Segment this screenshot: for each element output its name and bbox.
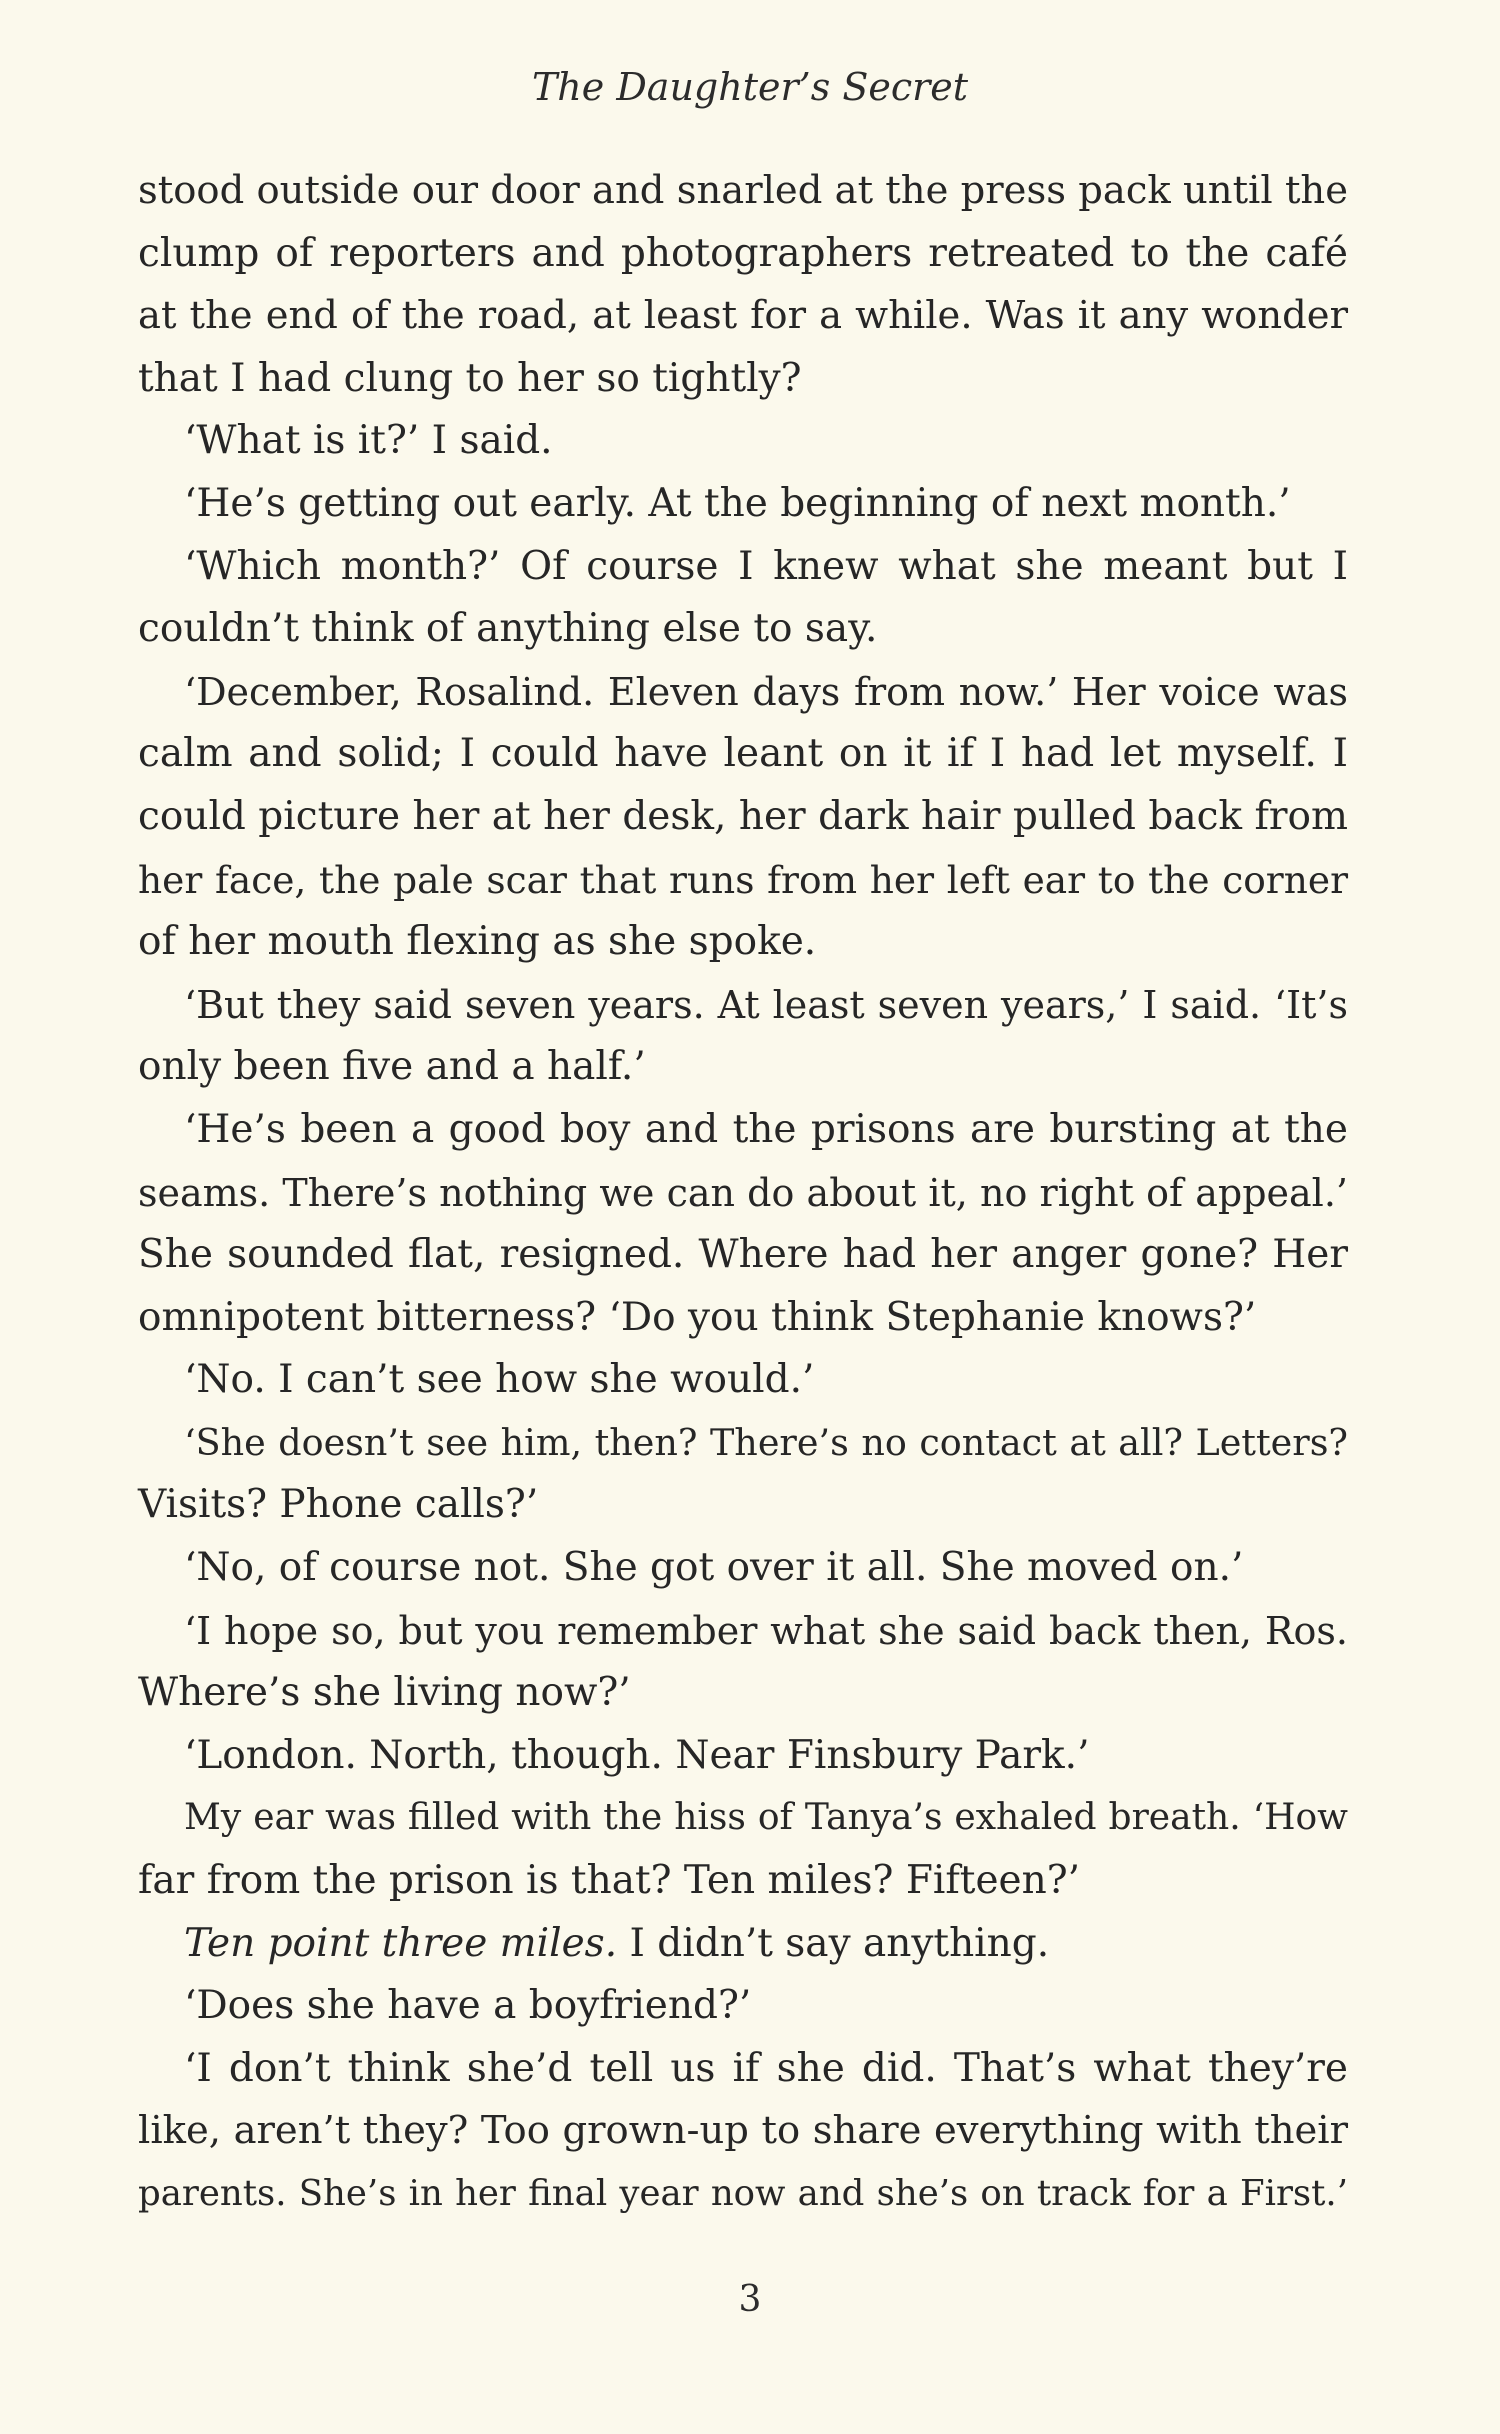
page-number: 3 — [738, 2279, 762, 2320]
text-line: clump of reporters and photographers retreated to the café — [138, 230, 1348, 276]
text-line: ‘But they said seven years. At least seven years,’ I said. ‘It’s — [184, 982, 1348, 1027]
text-line: couldn’t think of anything else to say. — [138, 606, 878, 652]
text-line: ‘No. I can’t see how she would.’ — [184, 1357, 815, 1403]
text-line: Visits? Phone calls?’ — [138, 1482, 539, 1528]
text-line: ‘He’s been a good boy and the prisons are bursting at the — [184, 1106, 1348, 1152]
text-line: ‘She doesn’t see him, then? There’s no contact at all? Letters? — [184, 1420, 1348, 1464]
text-line: ‘December, Rosalind. Eleven days from now.’ Her voice was — [184, 669, 1348, 714]
body-text — [138, 160, 1348, 2226]
text-line: parents. She’s in her final year now and she’s on track for a First.’ — [138, 2173, 1348, 2214]
text-line: She sounded flat, resigned. Where had her anger gone? Her — [138, 1232, 1348, 1278]
text-line — [138, 1913, 1348, 1976]
text-line: ‘He’s getting out early. At the beginning of next month.’ — [184, 480, 1291, 526]
text-line: like, aren’t they? Too grown-up to share everything with their — [138, 2108, 1348, 2154]
text-line: ‘I don’t think she’d tell us if she did. That’s what they’re — [184, 2045, 1348, 2091]
text-line: My ear was filled with the hiss of Tanya’s exhaled breath. ‘How — [184, 1797, 1348, 1839]
text-line: far from the prison is that? Ten miles? Fifteen?’ — [138, 1858, 1081, 1904]
text-line: ‘London. North, though. Near Finsbury Park.’ — [184, 1732, 1090, 1778]
text-line: stood outside our door and snarled at the press pack until the — [138, 168, 1348, 213]
text-line: omnipotent bitterness? ‘Do you think Stephanie knows?’ — [138, 1294, 1257, 1340]
text-line: only been five and a half.’ — [138, 1044, 646, 1090]
text-line: of her mouth flexing as she spoke. — [138, 919, 817, 965]
text-line: ‘What is it?’ I said. — [184, 418, 553, 464]
text-line: ‘I hope so, but you remember what she said back then, Ros. — [184, 1608, 1348, 1653]
text-line: ‘Which month?’ Of course I knew what she meant but I — [184, 543, 1348, 589]
text-line: could picture her at her desk, her dark hair pulled back from — [138, 793, 1348, 839]
text-line: at the end of the road, at least for a while. Was it any wonder — [138, 293, 1348, 339]
text-line: calm and solid; I could have leant on it if I had let myself. I — [138, 731, 1348, 777]
text-line: ‘Does she have a boyfriend?’ — [184, 1983, 752, 2029]
running-head: The Daughter’s Secret — [531, 65, 969, 109]
text-line: ‘No, of course not. She got over it all. She moved on.’ — [184, 1545, 1244, 1591]
text-line: her face, the pale scar that runs from her left ear to the corner — [138, 857, 1348, 902]
text-line: seams. There’s nothing we can do about it, no right of appeal.’ — [138, 1170, 1348, 1215]
text-line: Where’s she living now?’ — [138, 1670, 631, 1716]
line-text: I didn’t say anything. — [617, 1920, 1050, 1966]
italic-thought: Ten point three miles. — [184, 1920, 618, 1966]
text-line: that I had clung to her so tightly? — [138, 355, 802, 401]
